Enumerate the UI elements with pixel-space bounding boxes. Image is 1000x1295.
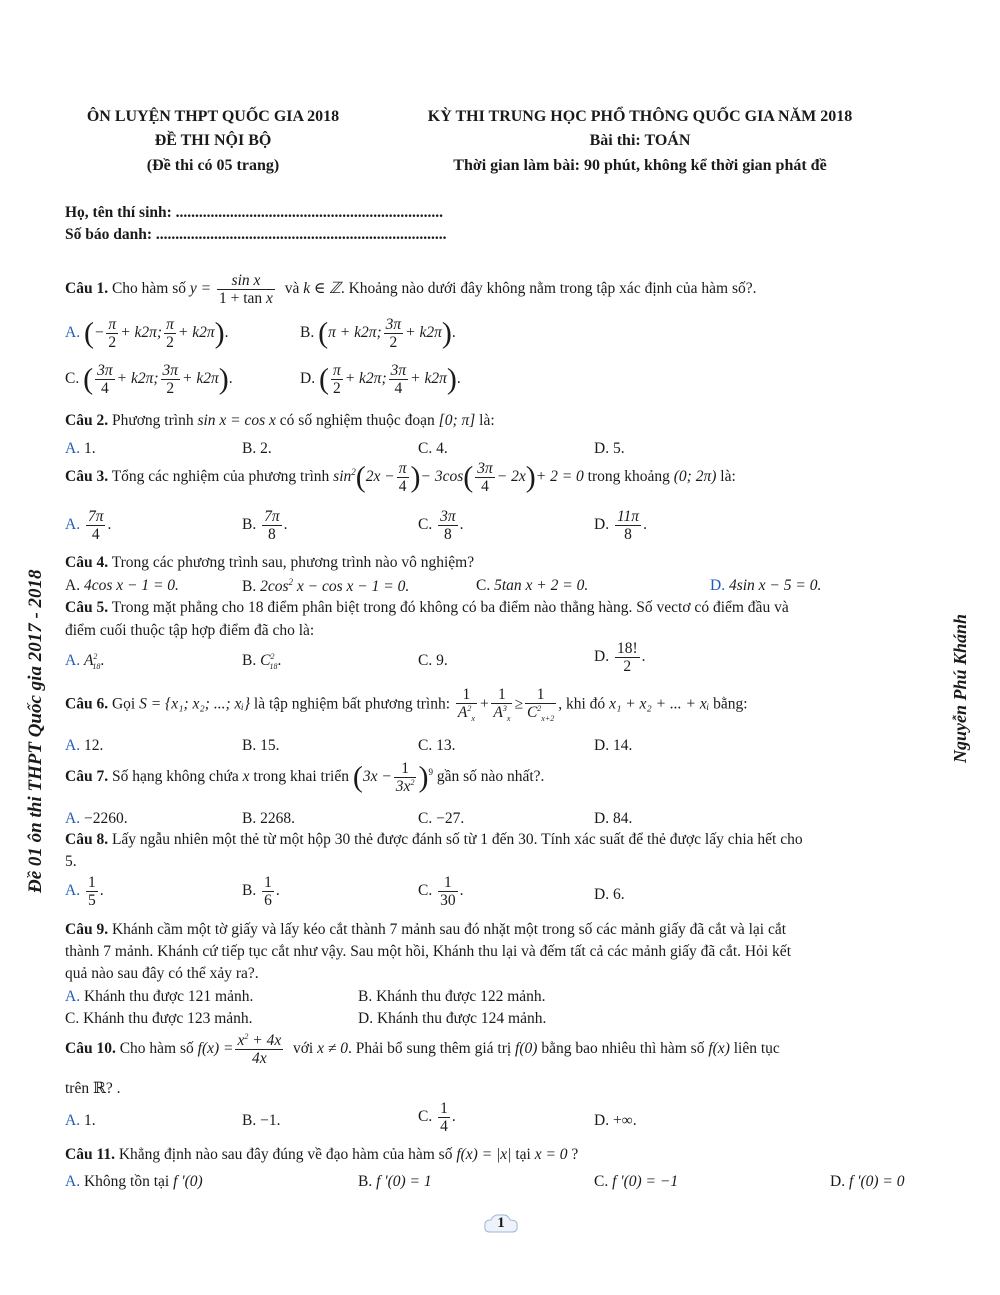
q5-option-d[interactable]: D. $\frac{18!}{2}$ .	[594, 640, 646, 676]
q7-option-b[interactable]: B. 2268.	[242, 810, 295, 827]
q11-option-d[interactable]: D. f '(0) = 0	[830, 1173, 905, 1190]
header-left-line3: (Đề thi có 05 trang)	[146, 157, 280, 174]
header-right-line1: KỲ THI TRUNG HỌC PHỔ THÔNG QUỐC GIA NĂM 2018	[427, 108, 853, 125]
q5-option-a[interactable]: A. $A^2_{18}$.	[65, 652, 105, 672]
q8-option-c[interactable]: C. $\frac{1}{30}$ .	[418, 874, 464, 910]
q3-option-b[interactable]: B. $\frac{7\pi}{8}$ .	[242, 508, 288, 544]
q4-option-d[interactable]: D. 4sin x − 5 = 0.	[710, 577, 822, 594]
q11-option-a[interactable]: A. Không tồn tại f '(0)	[65, 1173, 203, 1190]
q8-option-b[interactable]: B. $\frac{1}{6}$ .	[242, 874, 280, 910]
q4-option-b[interactable]: B. $2\cos^2$ x − cos x − 1 = 0.	[242, 577, 410, 596]
student-id-line: Số báo danh: ...........................................................................	[65, 226, 447, 243]
header-left-line2: ĐỀ THI NỘI BỘ	[154, 132, 272, 149]
student-name-line: Họ, tên thí sinh: .....................................................................	[65, 204, 444, 221]
question-3: Câu 3. Tổng các nghiệm của phương trình $\sin^2(2x$ − $\frac{\pi}{4}$ )− 3cos( $\frac{3\pi}{4}$ − 2x)+ 2 = 0 trong khoảng (0; 2π) là:	[65, 460, 736, 496]
q10-option-b[interactable]: B. −1.	[242, 1112, 281, 1129]
q5-option-c[interactable]: C. 9.	[418, 652, 448, 669]
q1-option-a[interactable]: A. (− $\frac{\pi}{2}$ + k2π; $\frac{\pi}{2}$ + k2π).	[65, 316, 229, 352]
side-author-right: Nguyễn Phú Khánh	[950, 613, 970, 763]
q7-option-a[interactable]: A. −2260.	[65, 810, 128, 827]
header-right-line2: Bài thi: TOÁN	[589, 132, 691, 149]
q2-option-c[interactable]: C. 4.	[418, 440, 448, 457]
q5-option-b[interactable]: B. $C^2_{18}$.	[242, 652, 282, 672]
q11-option-c[interactable]: C. f '(0) = −1	[594, 1173, 679, 1190]
question-9: Câu 9. Khánh cầm một tờ giấy và lấy kéo cắt thành 7 mảnh sau đó nhặt một trong số các mảnh giấy đã cắt và lại cắt	[65, 921, 787, 938]
question-6: Câu 6. Gọi S = {x₁; x₂; ...; xᵢ} là tập nghiệm bất phương trình: $\frac{1}{A^2_x}$ + $\frac{1}{A^3_x}$ ≥ $\frac{1}{C^2_{x+2}}$ , khi đó x₁ + x₂ + ... + xᵢ bằng:	[65, 686, 748, 724]
question-8: Câu 8. Lấy ngẫu nhiên một thẻ từ một hộp 30 thẻ được đánh số từ 1 đến 30. Tính xác suất để thẻ được lấy chia hết cho	[65, 831, 803, 848]
question-8-line2: 5.	[65, 853, 77, 870]
q1-option-d[interactable]: D. ( $\frac{\pi}{2}$ + k2π; $\frac{3\pi}{4}$ + k2π).	[300, 362, 461, 398]
question-10-line2: trên ℝ? .	[65, 1080, 121, 1097]
question-10: Câu 10. Cho hàm số f(x) = $\frac{x^2 + 4x}{4x}$ với x ≠ 0. Phải bổ sung thêm giá trị f(0) bằng bao nhiêu thì hàm số f(x) liên tục	[65, 1031, 780, 1068]
question-9-line3: quả nào sau đây có thể xảy ra?.	[65, 965, 259, 982]
q9-option-c[interactable]: C. Khánh thu được 123 mảnh.	[65, 1010, 253, 1027]
q10-option-a[interactable]: A. 1.	[65, 1112, 96, 1129]
q10-option-c[interactable]: C. $\frac{1}{4}$ .	[418, 1100, 456, 1136]
page-number: 1	[497, 1215, 505, 1231]
question-11: Câu 11. Khẳng định nào sau đây đúng về đạo hàm của hàm số f(x) = |x| tại x = 0 ?	[65, 1146, 579, 1163]
header-right-line3: Thời gian làm bài: 90 phút, không kể thời gian phát đề	[453, 157, 827, 174]
q2-option-d[interactable]: D. 5.	[594, 440, 625, 457]
page-number-badge	[482, 1212, 520, 1236]
side-title-left: Đề 01 ôn thi THPT Quốc gia 2017 - 2018	[25, 569, 46, 893]
q6-option-d[interactable]: D. 14.	[594, 737, 633, 754]
header-left-line1: ÔN LUYỆN THPT QUỐC GIA 2018	[86, 108, 340, 125]
q8-option-a[interactable]: A. $\frac{1}{5}$ .	[65, 874, 104, 910]
q7-option-d[interactable]: D. 84.	[594, 810, 633, 827]
q9-option-b[interactable]: B. Khánh thu được 122 mảnh.	[358, 988, 546, 1005]
q11-option-b[interactable]: B. f '(0) = 1	[358, 1173, 432, 1190]
q10-option-d[interactable]: D. +∞.	[594, 1112, 637, 1129]
q2-option-b[interactable]: B. 2.	[242, 440, 272, 457]
q3-option-d[interactable]: D. $\frac{11\pi}{8}$ .	[594, 508, 647, 544]
question-1: Câu 1. Cho hàm số y = $\frac{\text{sin x}}{\text{1 + tan x}}$ và k ∈ ℤ. Khoảng nào dưới đây không nằm trong tập xác định của hàm số?.	[65, 272, 757, 308]
q3-option-c[interactable]: C. $\frac{3\pi}{8}$ .	[418, 508, 464, 544]
q7-option-c[interactable]: C. −27.	[418, 810, 465, 827]
q4-option-c[interactable]: C. 5tan x + 2 = 0.	[476, 577, 589, 594]
q6-option-a[interactable]: A. 12.	[65, 737, 104, 754]
q3-option-a[interactable]: A. $\frac{7\pi}{4}$ .	[65, 508, 112, 544]
q2-option-a[interactable]: A. 1.	[65, 440, 96, 457]
question-5: Câu 5. Trong mặt phẳng cho 18 điểm phân biệt trong đó không có ba điểm nào thẳng hàng. Số vectơ có điểm đầu và	[65, 599, 789, 616]
question-7: Câu 7. Số hạng không chứa x trong khai triển (3x − $\frac{1}{3x^2}$ )$^9$ gần số nào nhất?.	[65, 760, 545, 796]
q9-option-a[interactable]: A. Khánh thu được 121 mảnh.	[65, 988, 254, 1005]
question-4: Câu 4. Trong các phương trình sau, phương trình nào vô nghiệm?	[65, 554, 475, 571]
q6-option-b[interactable]: B. 15.	[242, 737, 280, 754]
q6-option-c[interactable]: C. 13.	[418, 737, 456, 754]
q1-option-b[interactable]: B. (π + k2π; $\frac{3\pi}{2}$ + k2π).	[300, 316, 456, 352]
question-9-line2: thành 7 mảnh. Khánh cứ tiếp tục cắt như vậy. Sau một hồi, Khánh thu lại và đếm tất cả các mảnh giấy đã cắt. Hỏi kết	[65, 943, 791, 960]
q4-option-a[interactable]: A. 4cos x − 1 = 0.	[65, 577, 179, 594]
q8-option-d[interactable]: D. 6.	[594, 886, 625, 903]
q9-option-d[interactable]: D. Khánh thu được 124 mảnh.	[358, 1010, 547, 1027]
question-2: Câu 2. Phương trình sin x = cos x có số nghiệm thuộc đoạn [0; π] là:	[65, 412, 495, 429]
question-5-line2: điểm cuối thuộc tập hợp điểm đã cho là:	[65, 622, 315, 639]
q1-option-c[interactable]: C. ( $\frac{3\pi}{4}$ + k2π; $\frac{3\pi}{2}$ + k2π).	[65, 362, 233, 398]
